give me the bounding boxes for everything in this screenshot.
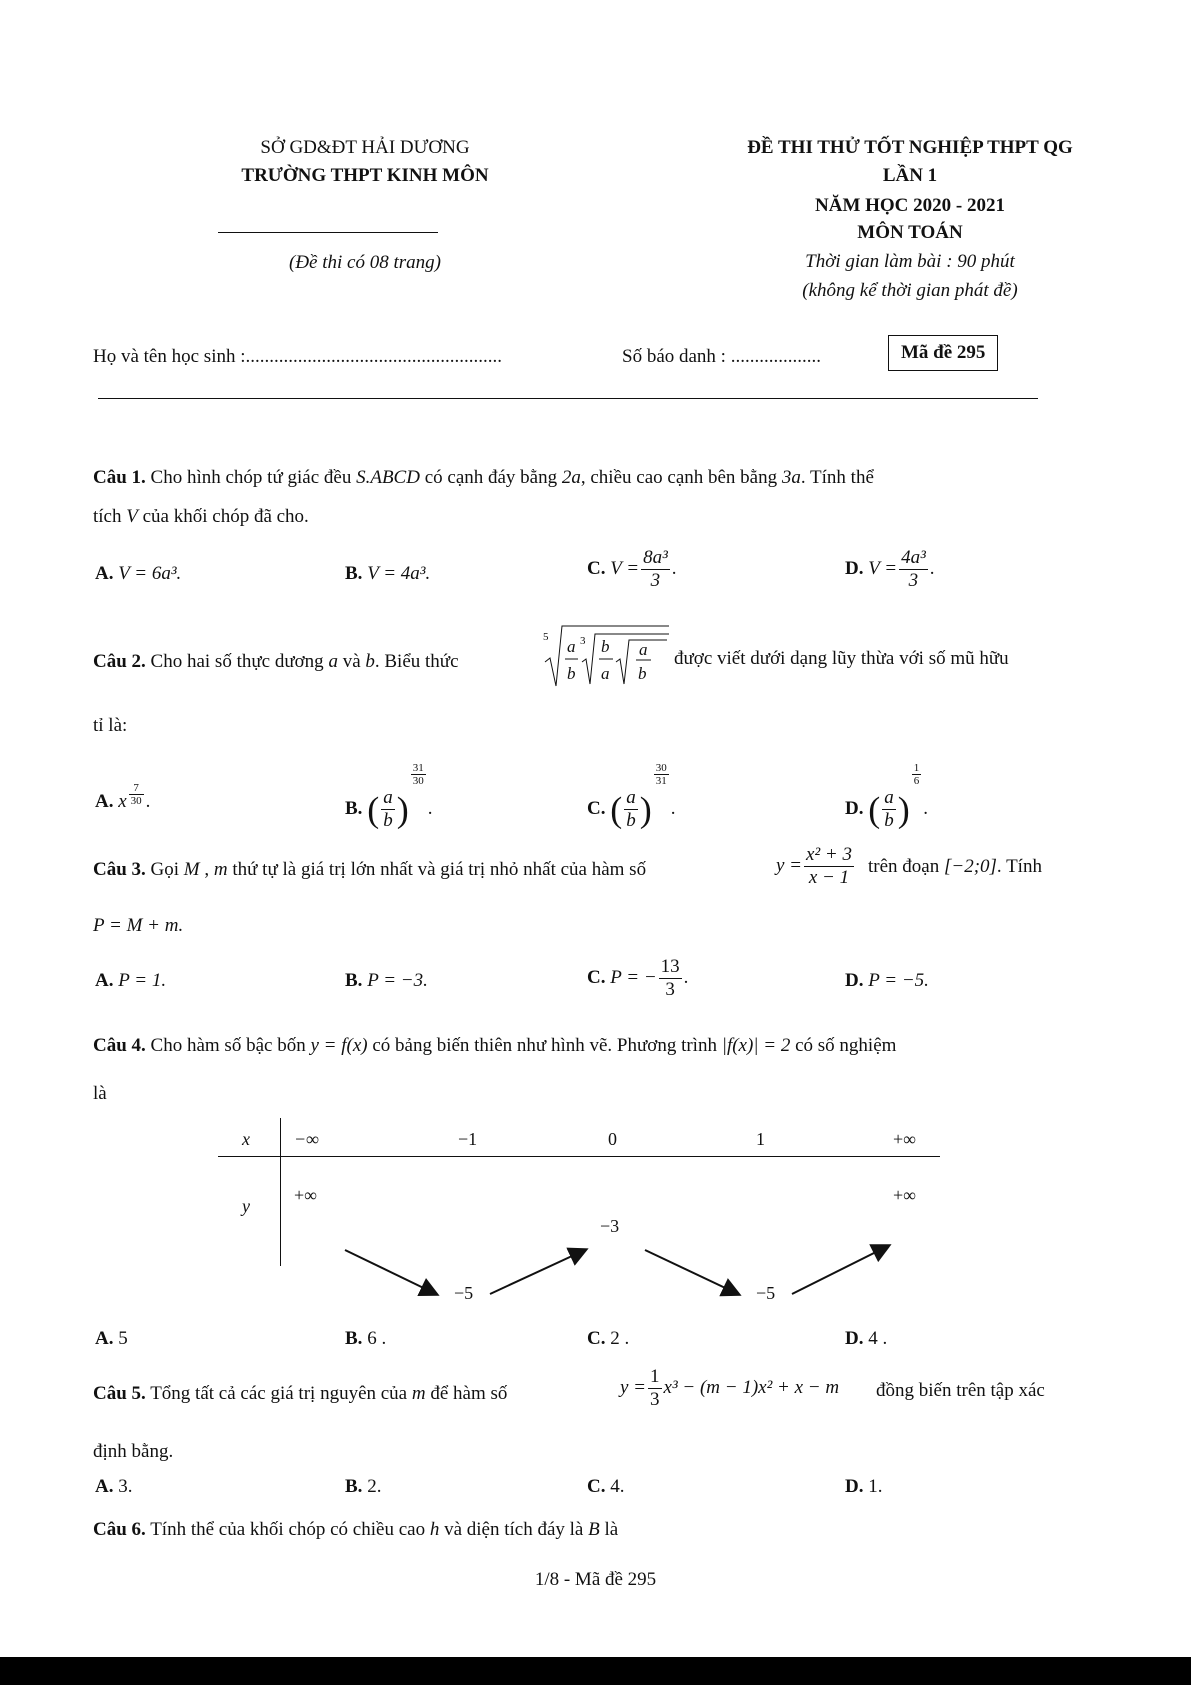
question-1-label: Câu 1. [93,467,146,488]
option-value: V = [610,557,640,579]
svg-text:b: b [567,664,576,683]
exponent [129,782,144,807]
q4-option-a[interactable] [95,1328,128,1350]
q3-option-c[interactable] [587,956,688,1001]
q4-equation: |f(x)| = 2 [721,1035,791,1056]
q1-option-a[interactable] [95,563,181,585]
q5-option-a[interactable] [95,1476,132,1498]
svg-text:a: a [639,640,648,659]
variation-arrows [200,1118,950,1318]
school-department: SỞ GD&ĐT HẢI DƯƠNG [260,137,470,158]
option-key: C. [587,1328,606,1349]
q1-text: , chiều cao cạnh bên bằng [580,467,782,488]
question-4 [93,1032,1093,1060]
q3-option-b[interactable] [345,970,428,992]
numerator: 4a³ [901,547,926,568]
q2-var-b: b [365,651,375,672]
q1-volume-var: V [126,506,138,527]
q2-option-a[interactable]: A. x $^{\frac{7}{30}}$ . [95,782,151,813]
exam-code-box: Mã đề 295 [888,335,998,371]
variation-table [200,1118,950,1318]
option-key: C. [587,798,606,819]
option-key: B. [345,1328,363,1349]
numerator: 31 [412,762,424,774]
fraction [659,956,682,1001]
q1-text: của khối chóp đã cho. [137,506,309,527]
denominator: 31 [655,775,667,787]
q5-text: để hàm số [425,1383,508,1404]
numerator: a [626,787,636,809]
svg-text:3: 3 [580,635,586,647]
denominator: b [383,810,393,832]
svg-text:a: a [601,664,610,683]
option-value: P = 1. [118,970,167,991]
q5-func-lhs: y = [620,1376,647,1398]
q1-text: có cạnh đáy bằng [419,467,562,488]
option-value: 3. [118,1476,133,1497]
q2-option-b[interactable]: B. ( $\frac{a}{b}$ ) $\frac{31}{30}$ . [345,762,433,832]
student-name-field: Họ và tên học sinh :...................................................... [93,346,503,367]
q2-var-a: a [328,651,338,672]
numerator: 7 [129,782,144,795]
q4-option-b[interactable] [345,1328,386,1350]
section-divider [98,398,1038,399]
exam-duration: Thời gian làm bài : 90 phút [805,251,1015,272]
q4-function: y = f(x) [310,1035,368,1056]
option-key: D. [845,1476,864,1497]
option-value: V = [868,557,898,579]
y-value: +∞ [294,1185,317,1205]
q1-option-d[interactable] [845,547,935,592]
school-year: NĂM HỌC 2020 - 2021 [815,195,1005,216]
fraction [804,844,854,889]
question-2-line2: tỉ là: [93,715,128,736]
q5-text-cont: đồng biến trên tập xác [876,1380,1045,1401]
svg-text:b: b [601,637,610,656]
q2-option-d[interactable]: D. ( $\frac{a}{b}$ ) $\frac{1}{6}$ . [845,762,928,832]
question-1 [93,464,1093,492]
option-key: D. [845,1328,864,1349]
question-2-label: Câu 2. [93,651,146,672]
question-1-line2 [93,503,1093,531]
option-value: . [683,966,689,988]
y-value: +∞ [893,1185,916,1205]
question-5-line2: định bằng. [93,1441,174,1462]
option-value: V = 4a³. [367,563,431,584]
numerator: 1 [913,762,920,774]
svg-text:a: a [567,637,576,656]
question-6-label: Câu 6. [93,1519,146,1540]
exam-round: LẦN 1 [882,165,938,186]
y-label: y [242,1196,250,1216]
question-6 [93,1516,1093,1544]
option-value: 4 . [868,1328,888,1349]
denominator: 30 [130,795,142,807]
option-key: B. [345,798,363,819]
option-key: C. [587,966,606,988]
fraction [882,787,896,832]
option-value: 2. [367,1476,382,1497]
arrow-down [645,1250,738,1294]
fraction [381,787,395,832]
page-count-note: (Đề thi có 08 trang) [289,252,441,273]
fraction [899,547,928,592]
exam-title: ĐỀ THI THỬ TỐT NGHIỆP THPT QG [747,137,1073,158]
x-value: 0 [608,1129,617,1149]
option-value: P = − [610,966,657,988]
q3-text: . Tính [996,856,1042,877]
option-key: B. [345,970,363,991]
numerator: 30 [655,762,667,774]
q1-side: 3a [781,467,801,488]
fraction [624,787,638,832]
question-5-label: Câu 5. [93,1383,146,1404]
q5-function [620,1366,839,1411]
q3-text: , [199,859,214,880]
denominator: x − 1 [808,867,850,888]
denominator: 3 [650,570,661,591]
x-value: 1 [756,1129,765,1149]
exponent [912,762,922,787]
q6-text: và diện tích đáy là [439,1519,589,1540]
q3-text: trên đoạn [868,856,944,877]
q4-text: có bảng biến thiên như hình vẽ. Phương trình [367,1035,722,1056]
q6-text: Tính thể của khối chóp có chiều cao [145,1519,430,1540]
header-divider [218,232,438,233]
q3-var: m [213,859,228,880]
x-label: x [242,1129,250,1149]
option-key: D. [845,557,864,579]
radical-expression [543,622,671,694]
option-value: 2 . [610,1328,630,1349]
fraction [641,547,670,592]
y-value: −3 [600,1216,620,1236]
question-3-label: Câu 3. [93,859,146,880]
denominator: 30 [412,775,424,787]
q1-text: tích [93,506,127,527]
x-value: +∞ [893,1129,916,1149]
option-key: B. [345,563,363,584]
q5-option-c[interactable] [587,1476,624,1498]
q3-func-lhs: y = [776,854,803,876]
option-key: A. [95,1476,114,1497]
fraction [648,1366,662,1411]
option-key: A. [95,791,114,813]
option-key: A. [95,563,114,584]
arrow-down [345,1250,436,1294]
q5-var: m [411,1383,426,1404]
q2-option-c[interactable]: C. ( $\frac{a}{b}$ ) $\frac{30}{31}$ . [587,762,676,832]
q3-interval: [−2;0] [943,856,997,877]
student-id-field: Số báo danh : ................... [622,346,821,367]
q3-option-d[interactable] [845,970,929,992]
q1-option-b[interactable] [345,563,430,585]
q5-option-b[interactable] [345,1476,381,1498]
option-value: P = −3. [367,970,428,991]
option-value: P = −5. [868,970,929,991]
option-key: D. [845,970,864,991]
option-value: . [671,557,677,579]
page-footer: 1/8 - Mã đề 295 [534,1569,657,1590]
denominator: 3 [665,979,675,1000]
q5-option-d[interactable] [845,1476,882,1498]
q2-text-cont: được viết dưới dạng lũy thừa với số mũ hữu [674,648,1009,669]
option-value: . [929,557,935,579]
q4-text: Cho hàm số bậc bốn [145,1035,311,1056]
q5-func-rest: x³ − (m − 1)x² + x − m [663,1376,840,1398]
school-name: TRƯỜNG THPT KINH MÔN [241,165,489,186]
numerator: a [383,787,393,809]
question-4-line2: là [93,1083,107,1104]
q5-text: Tổng tất cả các giá trị nguyên của [145,1383,412,1404]
option-key: A. [95,1328,114,1349]
exponent [654,762,669,787]
option-base: x [118,791,127,813]
arrow-up [792,1246,888,1294]
svg-text:b: b [638,664,647,683]
q4-text: có số nghiệm [790,1035,897,1056]
subject: MÔN TOÁN [857,222,963,243]
denominator: 6 [913,775,920,787]
q1-base-edge: 2a [561,467,581,488]
q2-text: . Biểu thức [374,651,459,672]
denominator: b [884,810,894,832]
x-value: −∞ [294,1129,319,1149]
svg-text:5: 5 [543,631,549,643]
option-value: 5 [118,1328,128,1349]
q6-text: là [599,1519,619,1540]
option-value: 1. [868,1476,883,1497]
option-value: 4. [610,1476,625,1497]
q1-pyramid: S.ABCD [356,467,420,488]
q3-option-a[interactable] [95,970,166,992]
option-key: A. [95,970,114,991]
bottom-black-bar [0,1657,1191,1685]
q2-text: và [337,651,366,672]
y-value: −5 [454,1283,474,1303]
arrow-up [490,1250,585,1294]
question-4-label: Câu 4. [93,1035,146,1056]
q3-function [776,844,856,889]
numerator: a [884,787,894,809]
denominator: b [626,810,636,832]
exponent [411,762,426,787]
denominator: 3 [650,1389,660,1410]
option-value: V = 6a³. [118,563,182,584]
q1-option-c[interactable] [587,547,677,592]
q3-text: thứ tự là giá trị lớn nhất và giá trị nhỏ nhất của hàm số [227,859,647,880]
q1-text: . Tính thể [800,467,874,488]
q3-text: Gọi [145,859,184,880]
numerator: 13 [660,956,680,977]
question-3-line2: P = M + m. [93,915,184,936]
denominator: 3 [908,570,919,591]
q3-var: M [183,859,200,880]
option-key: B. [345,1476,363,1497]
q4-option-d[interactable] [845,1328,887,1350]
option-key: C. [587,1476,606,1497]
q2-text: Cho hai số thực dương [145,651,329,672]
x-value: −1 [458,1129,478,1149]
duration-note: (không kể thời gian phát đề) [802,280,1018,301]
q4-option-c[interactable] [587,1328,629,1350]
q6-var: h [429,1519,440,1540]
q3-text-cont [868,856,1042,878]
q6-var: B [588,1519,600,1540]
option-key: C. [587,557,606,579]
y-value: −5 [756,1283,776,1303]
option-key: D. [845,798,864,819]
numerator: 1 [650,1366,660,1387]
option-value: 6 . [367,1328,387,1349]
q1-text: Cho hình chóp tứ giác đều [145,467,357,488]
numerator: x² + 3 [806,844,852,865]
numerator: 8a³ [643,547,668,568]
